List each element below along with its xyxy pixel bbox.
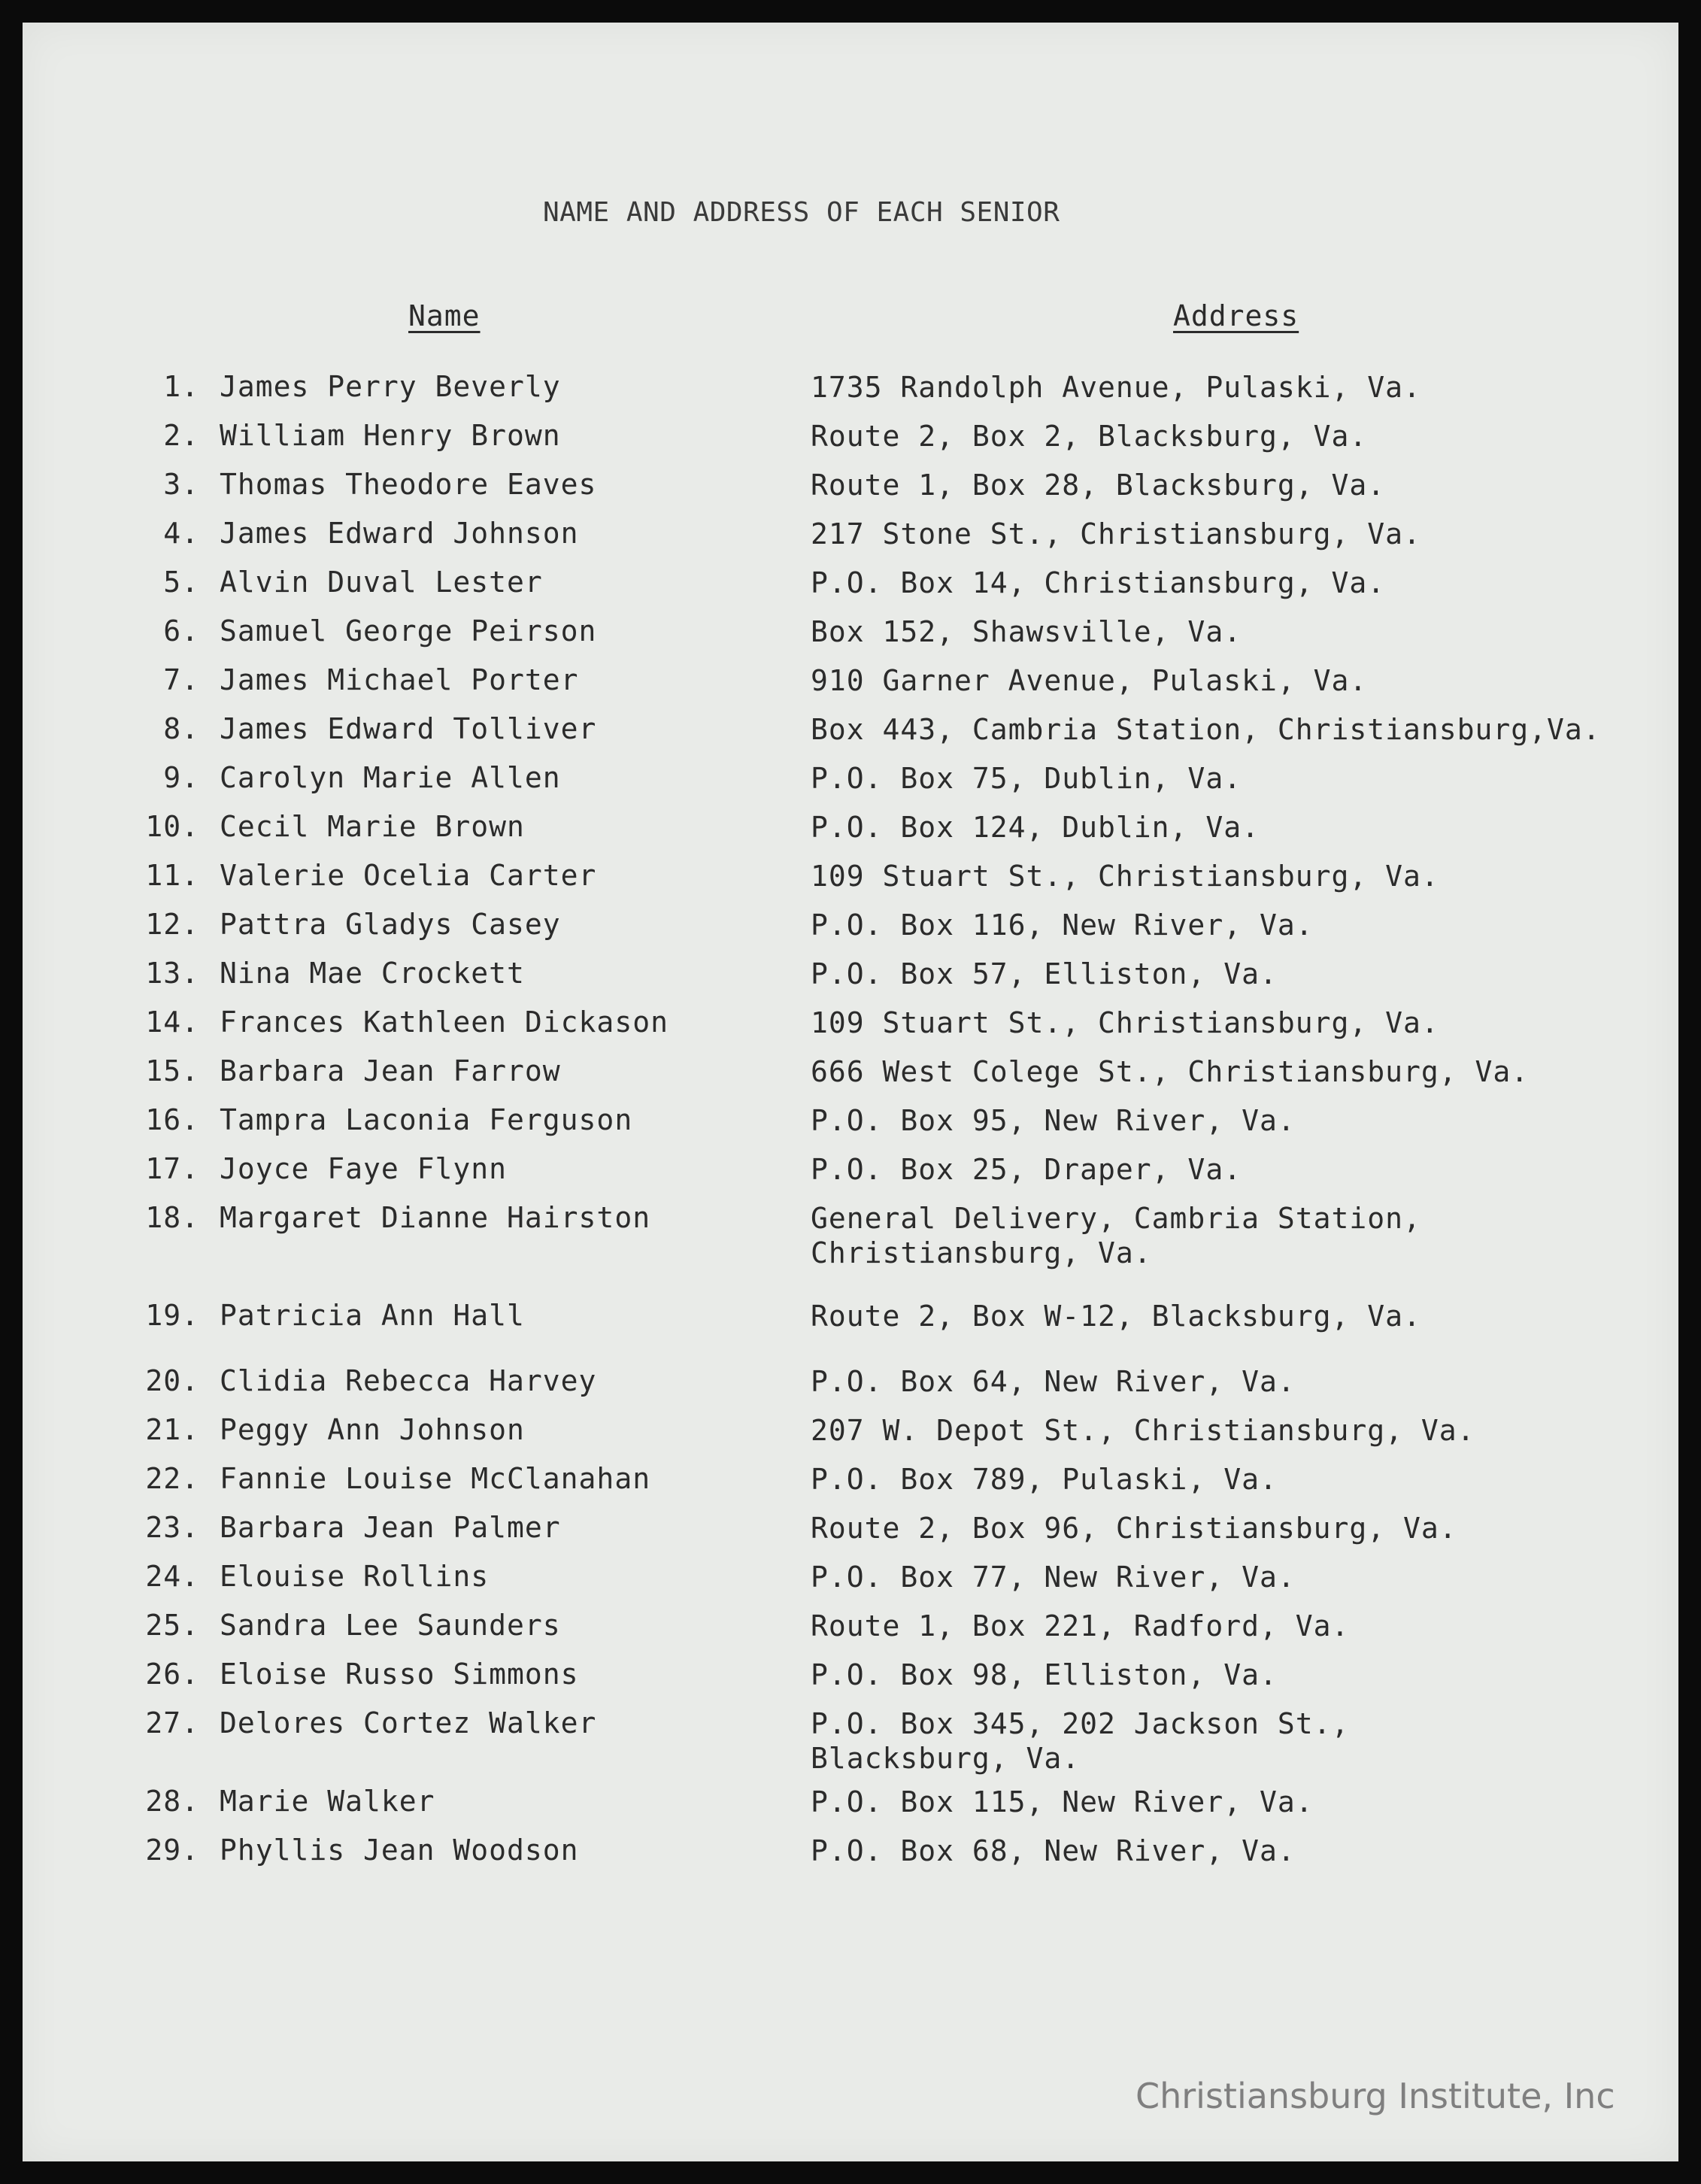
senior-address (811, 1706, 1349, 1776)
address-line: 217 Stone St., Christiansburg, Va. (811, 517, 1421, 551)
senior-address (811, 908, 1314, 942)
senior-name: William Henry Brown (220, 419, 561, 452)
row-number: 27. (145, 1706, 199, 1740)
senior-name: Thomas Theodore Eaves (220, 468, 597, 501)
senior-address (811, 1609, 1349, 1643)
senior-address (811, 1006, 1439, 1040)
senior-name: Carolyn Marie Allen (220, 761, 561, 794)
address-line: General Delivery, Cambria Station, (811, 1202, 1421, 1235)
row-number: 16. (145, 1103, 199, 1136)
row-number: 8. (163, 712, 199, 745)
senior-name: James Michael Porter (220, 663, 579, 696)
row-number: 24. (145, 1560, 199, 1593)
senior-name: James Edward Johnson (220, 517, 579, 550)
senior-address (811, 468, 1385, 502)
senior-address (811, 1054, 1529, 1089)
senior-address (811, 1103, 1296, 1138)
address-line: Box 443, Cambria Station, Christiansburg,Va. (811, 713, 1601, 746)
senior-name: James Edward Tolliver (220, 712, 597, 745)
senior-address (811, 1201, 1421, 1270)
row-number: 14. (145, 1006, 199, 1039)
address-line: P.O. Box 124, Dublin, Va. (811, 811, 1260, 844)
row-number: 20. (145, 1364, 199, 1397)
senior-name: Joyce Faye Flynn (220, 1152, 508, 1185)
address-line: Route 2, Box 96, Christiansburg, Va. (811, 1512, 1457, 1545)
address-line: P.O. Box 789, Pulaski, Va. (811, 1463, 1278, 1496)
senior-address (811, 1785, 1314, 1819)
senior-name: Clidia Rebecca Harvey (220, 1364, 597, 1397)
row-number: 12. (145, 908, 199, 941)
address-line: P.O. Box 98, Elliston, Va. (811, 1658, 1278, 1691)
senior-address (811, 1299, 1421, 1333)
senior-address (811, 810, 1260, 845)
address-line: 109 Stuart St., Christiansburg, Va. (811, 860, 1439, 893)
address-line: P.O. Box 75, Dublin, Va. (811, 762, 1242, 795)
row-number: 9. (163, 761, 199, 794)
address-line: Route 2, Box W-12, Blacksburg, Va. (811, 1300, 1421, 1333)
address-line: P.O. Box 14, Christiansburg, Va. (811, 566, 1386, 599)
senior-name: Patricia Ann Hall (220, 1299, 525, 1332)
senior-name: Peggy Ann Johnson (220, 1413, 525, 1446)
address-line: P.O. Box 115, New River, Va. (811, 1785, 1314, 1818)
address-line: Christiansburg, Va. (811, 1236, 1152, 1269)
address-line: P.O. Box 68, New River, Va. (811, 1834, 1296, 1867)
page-title: NAME AND ADDRESS OF EACH SENIOR (543, 197, 1060, 228)
address-line: P.O. Box 95, New River, Va. (811, 1104, 1296, 1137)
address-line: 109 Stuart St., Christiansburg, Va. (811, 1006, 1439, 1039)
senior-address (811, 419, 1367, 453)
senior-address (811, 859, 1439, 893)
row-number: 3. (163, 468, 199, 501)
address-line: Route 1, Box 221, Radford, Va. (811, 1609, 1350, 1643)
row-number: 22. (145, 1462, 199, 1495)
address-line: Route 2, Box 2, Blacksburg, Va. (811, 420, 1368, 453)
senior-name: Barbara Jean Palmer (220, 1511, 561, 1544)
senior-name: Delores Cortez Walker (220, 1706, 597, 1740)
senior-name: Nina Mae Crockett (220, 957, 525, 990)
row-number: 26. (145, 1658, 199, 1691)
row-number: 10. (145, 810, 199, 843)
row-number: 17. (145, 1152, 199, 1185)
address-column-header: Address (1173, 299, 1299, 332)
row-number: 23. (145, 1511, 199, 1544)
senior-address (811, 1364, 1296, 1399)
senior-name: James Perry Beverly (220, 370, 561, 403)
address-line: Route 1, Box 28, Blacksburg, Va. (811, 469, 1386, 502)
address-line: 666 West Colege St., Christiansburg, Va. (811, 1055, 1530, 1088)
senior-name: Sandra Lee Saunders (220, 1609, 561, 1642)
row-number: 4. (163, 517, 199, 550)
row-number: 6. (163, 614, 199, 648)
row-number: 13. (145, 957, 199, 990)
row-number: 15. (145, 1054, 199, 1087)
senior-address (811, 1413, 1475, 1448)
senior-address (811, 663, 1367, 698)
senior-address (811, 517, 1421, 551)
senior-address (811, 761, 1242, 796)
senior-name: Margaret Dianne Hairston (220, 1201, 651, 1234)
row-number: 5. (163, 566, 199, 599)
address-line: P.O. Box 345, 202 Jackson St., (811, 1707, 1350, 1740)
senior-name: Frances Kathleen Dickason (220, 1006, 669, 1039)
senior-name: Tampra Laconia Ferguson (220, 1103, 633, 1136)
senior-address (811, 614, 1242, 649)
senior-name: Valerie Ocelia Carter (220, 859, 597, 892)
row-number: 28. (145, 1785, 199, 1818)
senior-name: Samuel George Peirson (220, 614, 597, 648)
address-line: P.O. Box 116, New River, Va. (811, 908, 1314, 942)
senior-name: Eloise Russo Simmons (220, 1658, 579, 1691)
address-line: Box 152, Shawsville, Va. (811, 615, 1242, 648)
senior-address (811, 1462, 1278, 1497)
name-column-header: Name (408, 299, 481, 332)
row-number: 2. (163, 419, 199, 452)
senior-name: Cecil Marie Brown (220, 810, 525, 843)
senior-address (811, 1511, 1457, 1545)
row-number: 21. (145, 1413, 199, 1446)
senior-name: Alvin Duval Lester (220, 566, 543, 599)
senior-name: Fannie Louise McClanahan (220, 1462, 651, 1495)
senior-address (811, 957, 1278, 991)
document-page (23, 23, 1678, 2161)
row-number: 25. (145, 1609, 199, 1642)
address-line: Blacksburg, Va. (811, 1742, 1081, 1775)
address-line: P.O. Box 64, New River, Va. (811, 1365, 1296, 1398)
address-line: 1735 Randolph Avenue, Pulaski, Va. (811, 371, 1421, 404)
row-number: 29. (145, 1834, 199, 1867)
address-line: P.O. Box 77, New River, Va. (811, 1561, 1296, 1594)
senior-address (811, 566, 1385, 600)
senior-address (811, 1152, 1242, 1187)
senior-address (811, 1658, 1278, 1692)
row-number: 1. (163, 370, 199, 403)
address-line: 207 W. Depot St., Christiansburg, Va. (811, 1414, 1475, 1447)
senior-address (811, 370, 1421, 405)
senior-name: Phyllis Jean Woodson (220, 1834, 579, 1867)
row-number: 11. (145, 859, 199, 892)
senior-name: Elouise Rollins (220, 1560, 490, 1593)
senior-address (811, 1560, 1296, 1594)
senior-address (811, 712, 1601, 747)
senior-name: Pattra Gladys Casey (220, 908, 561, 941)
row-number: 18. (145, 1201, 199, 1234)
address-line: P.O. Box 57, Elliston, Va. (811, 957, 1278, 990)
senior-address (811, 1834, 1296, 1868)
watermark: Christiansburg Institute, Inc (1136, 2076, 1615, 2116)
row-number: 7. (163, 663, 199, 696)
address-line: 910 Garner Avenue, Pulaski, Va. (811, 664, 1368, 697)
address-line: P.O. Box 25, Draper, Va. (811, 1153, 1242, 1186)
senior-name: Marie Walker (220, 1785, 435, 1818)
senior-name: Barbara Jean Farrow (220, 1054, 561, 1087)
row-number: 19. (145, 1299, 199, 1332)
